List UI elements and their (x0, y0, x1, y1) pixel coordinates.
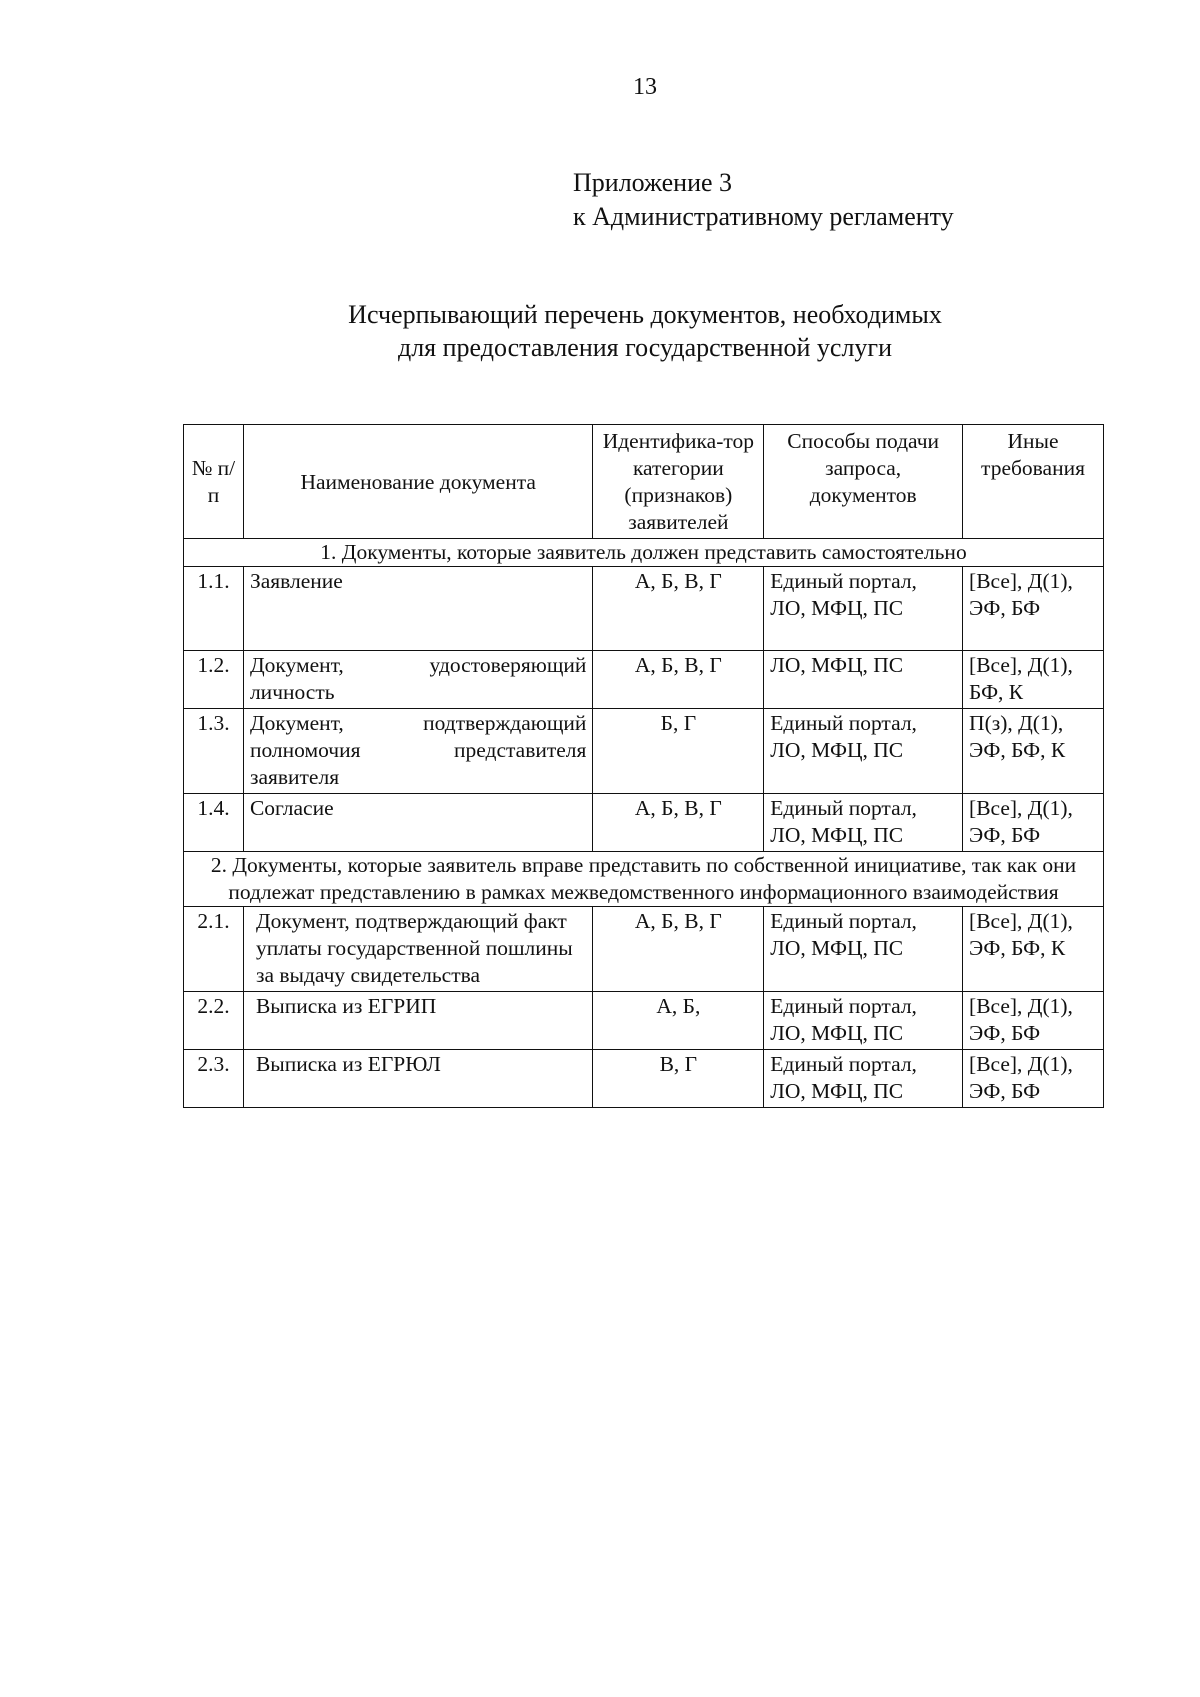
row-submission-methods: Единый портал, ЛО, МФЦ, ПС (764, 709, 963, 794)
row-number: 1.3. (184, 709, 244, 794)
row-number: 2.1. (184, 907, 244, 992)
row-document-name: Документ, подтверждающий факт уплаты государственной пошлины за выдачу свидетельства (243, 907, 592, 992)
row-document-name: Выписка из ЕГРЮЛ (243, 1050, 592, 1108)
appendix-reference (573, 166, 954, 234)
row-other-requirements: [Все], Д(1), ЭФ, БФ (963, 992, 1104, 1050)
row-applicant-category: А, Б, В, Г (593, 567, 764, 651)
page-number: 13 (633, 74, 657, 100)
row-applicant-category: А, Б, В, Г (593, 907, 764, 992)
appendix-line-2: к Административному регламенту (573, 202, 954, 231)
header-number: № п/п (184, 425, 244, 539)
header-submission-methods: Способы подачи запроса, документов (764, 425, 963, 539)
row-submission-methods: ЛО, МФЦ, ПС (764, 651, 963, 709)
table-row (184, 794, 1104, 852)
table-row (184, 907, 1104, 992)
row-number: 1.4. (184, 794, 244, 852)
section-1-row (184, 539, 1104, 567)
section-1-title: 1. Документы, которые заявитель должен представить самостоятельно (184, 539, 1104, 567)
row-other-requirements: П(з), Д(1), ЭФ, БФ, К (963, 709, 1104, 794)
row-number: 2.3. (184, 1050, 244, 1108)
row-document-name: Документ, удостоверяющий личность (243, 651, 592, 709)
row-applicant-category: Б, Г (593, 709, 764, 794)
document-title (190, 298, 1100, 364)
row-other-requirements: [Все], Д(1), ЭФ, БФ (963, 1050, 1104, 1108)
section-2-title: 2. Документы, которые заявитель вправе представить по собственной инициативе, так как они подлежат представлению в рамках межведомственного информационного взаимодействия (184, 852, 1104, 907)
table-row (184, 567, 1104, 651)
row-other-requirements: [Все], Д(1), БФ, К (963, 651, 1104, 709)
table-row (184, 709, 1104, 794)
row-applicant-category: А, Б, (593, 992, 764, 1050)
section-2-row (184, 852, 1104, 907)
row-applicant-category: А, Б, В, Г (593, 651, 764, 709)
row-other-requirements: [Все], Д(1), ЭФ, БФ (963, 794, 1104, 852)
document-title-line-2: для предоставления государственной услуги (397, 333, 893, 362)
header-other-requirements: Иные требования (963, 425, 1104, 539)
row-applicant-category: А, Б, В, Г (593, 794, 764, 852)
row-other-requirements: [Все], Д(1), ЭФ, БФ (963, 567, 1104, 651)
row-document-name: Документ, подтверждающий полномочия представителя заявителя (243, 709, 592, 794)
row-other-requirements: [Все], Д(1), ЭФ, БФ, К (963, 907, 1104, 992)
documents-table (183, 424, 1104, 1108)
row-submission-methods: Единый портал, ЛО, МФЦ, ПС (764, 794, 963, 852)
table-row (184, 1050, 1104, 1108)
row-document-name: Заявление (243, 567, 592, 651)
table-header-row (184, 425, 1104, 539)
header-document-name: Наименование документа (243, 425, 592, 539)
row-submission-methods: Единый портал, ЛО, МФЦ, ПС (764, 567, 963, 651)
row-applicant-category: В, Г (593, 1050, 764, 1108)
row-number: 1.1. (184, 567, 244, 651)
table-row (184, 651, 1104, 709)
row-submission-methods: Единый портал, ЛО, МФЦ, ПС (764, 907, 963, 992)
row-number: 2.2. (184, 992, 244, 1050)
row-submission-methods: Единый портал, ЛО, МФЦ, ПС (764, 992, 963, 1050)
row-number: 1.2. (184, 651, 244, 709)
appendix-line-1: Приложение 3 (573, 168, 733, 197)
table-row (184, 992, 1104, 1050)
header-applicant-category: Идентифика-тор категории (признаков) заявителей (593, 425, 764, 539)
document-title-line-1: Исчерпывающий перечень документов, необходимых (348, 300, 942, 329)
row-document-name: Согласие (243, 794, 592, 852)
row-document-name: Выписка из ЕГРИП (243, 992, 592, 1050)
row-submission-methods: Единый портал, ЛО, МФЦ, ПС (764, 1050, 963, 1108)
